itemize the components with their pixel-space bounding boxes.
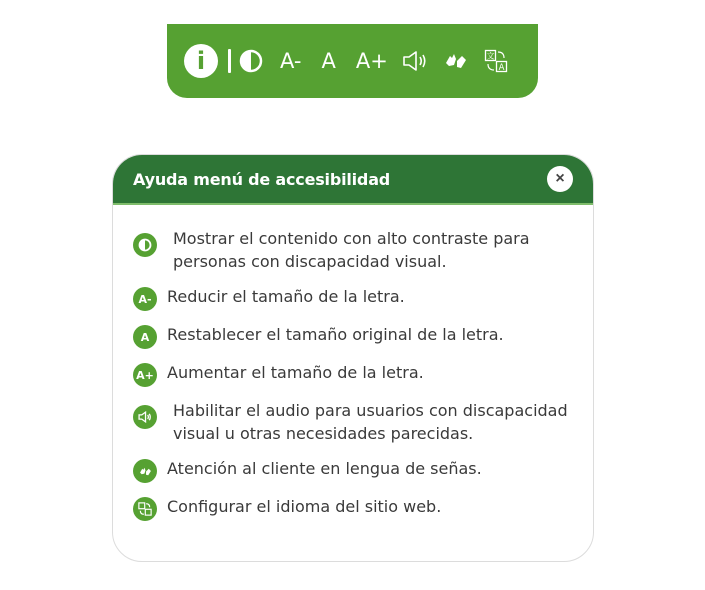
info-button[interactable] <box>184 44 218 78</box>
item-text: Atención al cliente en lengua de señas. <box>167 459 482 478</box>
toolbar-divider <box>228 49 231 73</box>
modal-title: Ayuda menú de accesibilidad <box>133 169 391 189</box>
svg-text:文: 文 <box>486 51 495 61</box>
list-item <box>133 361 573 387</box>
contrast-icon <box>133 233 157 257</box>
sign-language-button[interactable] <box>444 41 468 81</box>
increase-font-button[interactable] <box>356 41 388 81</box>
font-reset-icon: A <box>321 49 336 73</box>
modal-header <box>113 155 593 205</box>
translate-icon <box>484 49 508 73</box>
item-text: Mostrar el contenido con alto contraste para personas con discapacidad visual. <box>173 229 530 271</box>
accessibility-toolbar <box>167 24 538 98</box>
list-item <box>133 227 573 273</box>
language-button[interactable] <box>484 41 508 81</box>
info-icon: i <box>196 47 206 75</box>
contrast-icon <box>239 49 263 73</box>
audio-button[interactable] <box>402 41 428 81</box>
contrast-button[interactable] <box>238 41 264 81</box>
item-text: Configurar el idioma del sitio web. <box>167 497 442 516</box>
list-item <box>133 323 573 349</box>
decrease-font-button[interactable] <box>280 41 301 81</box>
close-icon: × <box>555 170 565 187</box>
item-text: Reducir el tamaño de la letra. <box>167 287 405 306</box>
svg-text:A: A <box>498 63 505 73</box>
font-decrease-icon: A- <box>280 49 302 73</box>
close-button[interactable] <box>547 166 573 192</box>
list-item <box>133 285 573 311</box>
font-increase-icon: A+ <box>355 49 388 73</box>
accessibility-help-modal <box>112 154 594 562</box>
speaker-icon <box>133 405 157 429</box>
font-increase-icon: A+ <box>133 363 157 387</box>
speaker-icon <box>402 50 428 72</box>
reset-font-button[interactable] <box>321 41 335 81</box>
item-text: Habilitar el audio para usuarios con discapacidad visual u otras necesidades parecidas. <box>173 401 568 443</box>
item-text: Aumentar el tamaño de la letra. <box>167 363 424 382</box>
list-item <box>133 399 573 445</box>
translate-icon <box>133 497 157 521</box>
sign-language-icon <box>444 51 468 71</box>
list-item <box>133 495 573 521</box>
sign-language-icon <box>133 459 157 483</box>
list-item <box>133 457 573 483</box>
font-decrease-icon: A- <box>133 287 157 311</box>
item-text: Restablecer el tamaño original de la letra. <box>167 325 504 344</box>
help-list <box>113 205 593 521</box>
font-reset-icon: A <box>133 325 157 349</box>
